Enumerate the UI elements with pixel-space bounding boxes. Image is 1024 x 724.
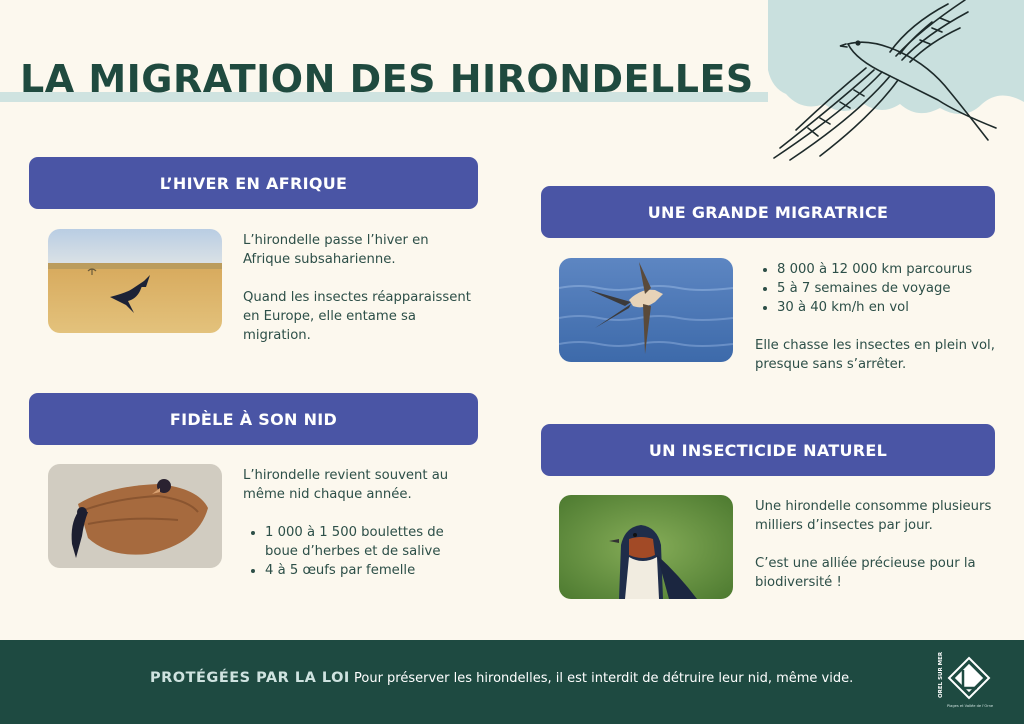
savanna-swallow-photo [48, 229, 222, 333]
section-heading-migrant: UNE GRANDE MIGRATRICE [541, 186, 995, 238]
winter-text [243, 231, 473, 345]
migrant-facts-list [755, 260, 995, 317]
nest-fact-mud-pellets: • 1 000 à 1 500 boulettes de boue d’herbes et de salive [265, 523, 475, 561]
migrant-fact-speed: • 30 à 40 km/h en vol [777, 298, 995, 317]
migrant-text [755, 260, 995, 374]
section-heading-nest: FIDÈLE À SON NID [29, 393, 478, 445]
perched-swallow-photo [559, 495, 733, 599]
nest-photo [48, 464, 222, 568]
swallow-sketch-icon [760, 0, 1010, 165]
insecticide-paragraph-2: C’est une alliée précieuse pour la biodiversité ! [755, 556, 976, 590]
commune-logo [935, 652, 995, 710]
footer-title: PROTÉGÉES PAR LA LOI [150, 670, 350, 686]
svg-text:Plages et Vallée de l’Orne: Plages et Vallée de l’Orne [947, 704, 994, 708]
nest-facts-list [243, 523, 475, 580]
svg-text:OREL SUR MER: OREL SUR MER [938, 652, 944, 698]
page-title: LA MIGRATION DES HIRONDELLES [20, 57, 754, 101]
section-heading-insecticide: UN INSECTICIDE NATUREL [541, 424, 995, 476]
winter-paragraph-1: L’hirondelle passe l’hiver en Afrique subsaharienne. [243, 233, 429, 267]
migrant-fact-distance: • 8 000 à 12 000 km parcourus [777, 260, 995, 279]
water-swallow-photo [559, 258, 733, 362]
insecticide-paragraph-1: Une hirondelle consomme plusieurs milliers d’insectes par jour. [755, 499, 992, 533]
section-heading-winter: L’HIVER EN AFRIQUE [29, 157, 478, 209]
nest-text [243, 466, 475, 580]
migrant-fact-duration: • 5 à 7 semaines de voyage [777, 279, 995, 298]
nest-fact-eggs: • 4 à 5 œufs par femelle [265, 561, 475, 580]
winter-paragraph-2: Quand les insectes réapparaissent en Europe, elle entame sa migration. [243, 290, 471, 343]
insecticide-text [755, 497, 995, 592]
nest-paragraph-1: L’hirondelle revient souvent au même nid chaque année. [243, 468, 449, 502]
footer-text: Pour préserver les hirondelles, il est interdit de détruire leur nid, même vide. [354, 671, 854, 686]
migrant-paragraph-1: Elle chasse les insectes en plein vol, presque sans s’arrêter. [755, 338, 995, 372]
